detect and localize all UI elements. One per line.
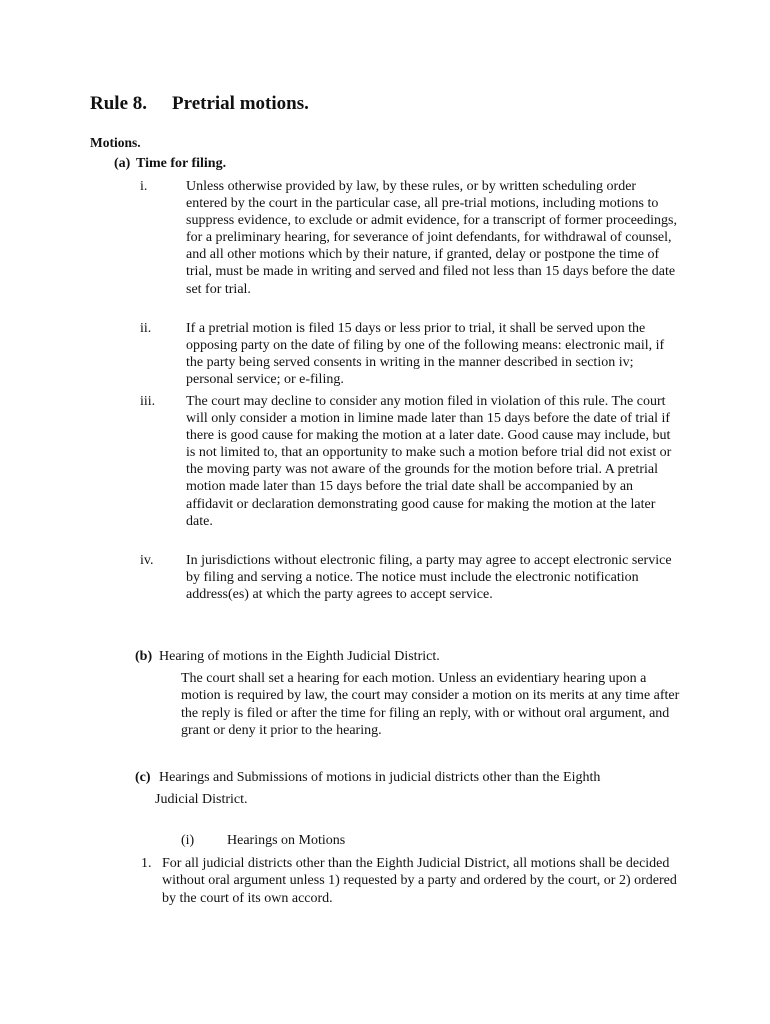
numbered-item-marker: 1. (141, 856, 152, 871)
subsection-b-text: The court shall set a hearing for each motion. Unless an evidentiary hearing upon a motion is required by law, the court may consider a motion on its merits at any time after the reply is filed or after the time for filing an reply, with or without oral argument, and grant or deny it prior to the hearing. (181, 671, 680, 738)
rule-heading: Pretrial motions. (172, 93, 309, 114)
list-item-marker: i. (140, 179, 148, 194)
list-item-text: The court may decline to consider any motion filed in violation of this rule. The court will only consider a motion in limine made later than 15 days before the date of trial if there is good cause for making the motion at a later date. Good cause may include, but is not limited to, that an opportunity to make such a motion before trial did not exist or the moving party was not aware of the grounds for the motion before trial. A pretrial motion made later than 15 days before the trial date shall be accompanied by an affidavit or declaration demonstrating good cause for making the motion at the later date. (186, 394, 672, 529)
subsection-a-marker: (a) (114, 156, 131, 171)
subsection-c-heading (135, 767, 680, 811)
subsection-c-marker: (c) (135, 770, 151, 785)
subsection-b-heading (135, 649, 440, 665)
subsection-c-title-line1: Hearings and Submissions of motions in judicial districts other than the Eighth (159, 770, 601, 785)
list-item (140, 320, 680, 388)
list-item-marker: ii. (140, 321, 152, 336)
subsection-c-i-heading (181, 833, 345, 849)
list-item-text: In jurisdictions without electronic filing, a party may agree to accept electronic service by filing and serving a notice. The notice must include the electronic notification address(es) at which the party agrees to accept service. (186, 553, 672, 603)
numbered-item (141, 855, 686, 907)
list-item-marker: iii. (140, 394, 156, 409)
list-item (140, 393, 680, 530)
subsection-a-title: Time for filing. (136, 156, 227, 171)
subsection-b-title: Hearing of motions in the Eighth Judicial District. (159, 649, 440, 664)
rule-number: Rule 8. (90, 93, 147, 114)
subsection-c-title-line2: Judicial District. (155, 792, 248, 807)
list-item (140, 178, 680, 298)
subsection-c-i-marker: (i) (181, 833, 195, 848)
section-label: Motions. (90, 135, 141, 150)
list-item-text: Unless otherwise provided by law, by these rules, or by written scheduling order entered by the court in the particular case, all pre-trial motions, including motions to suppress evidence, to exclude or admit evidence, for a transcript of former proceedings, for a preliminary hearing, for severance of joint defendants, for withdrawal of counsel, and all other motions which by their nature, if granted, delay or postpone the time of trial, must be made in writing and served and filed not less than 15 days before the date set for trial. (186, 179, 677, 297)
subsection-a-heading (114, 156, 226, 172)
subsection-c-i-title: Hearings on Motions (227, 833, 346, 848)
subsection-b-marker: (b) (135, 649, 153, 664)
list-item-marker: iv. (140, 553, 154, 568)
rule-title (90, 93, 309, 115)
list-item (140, 552, 680, 603)
numbered-item-text: For all judicial districts other than the Eighth Judicial District, all motions shall be decided without oral argument unless 1) requested by a party and ordered by the court, or 2) ordered by the court of its own accord. (162, 856, 677, 906)
list-item-text: If a pretrial motion is filed 15 days or less prior to trial, it shall be served upon the opposing party on the date of filing by one of the following means: electronic mail, if the party being served consents in writing in the manner described in section iv; personal service; or e-filing. (186, 321, 665, 388)
